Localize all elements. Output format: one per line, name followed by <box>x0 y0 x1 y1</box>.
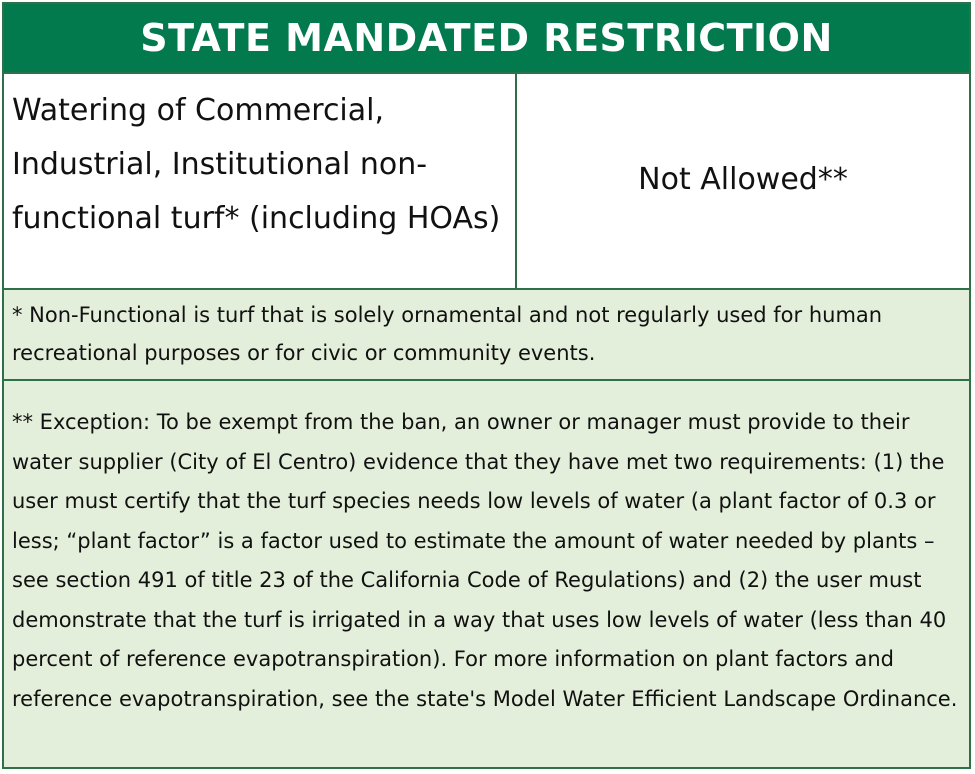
restriction-table <box>2 2 971 769</box>
restriction-status-label: Not Allowed** <box>638 161 848 197</box>
restriction-description: Watering of Commercial, Industrial, Institutional non-functional turf* (including HOAs) <box>4 74 517 288</box>
restriction-row <box>4 74 969 290</box>
footnote-definition: * Non-Functional is turf that is solely ornamental and not regularly used for human recreational purposes or for civic or community events. <box>4 290 969 381</box>
table-title: STATE MANDATED RESTRICTION <box>140 16 833 60</box>
table-header <box>4 4 969 74</box>
restriction-status <box>517 74 969 288</box>
footnote-exception: ** Exception: To be exempt from the ban, an owner or manager must provide to their water supplier (City of El Centro) evidence that they have met two requirements: (1) the user must certify that the turf species needs low levels of water (a plant factor of 0.3 or less; “plant factor” is a factor used to estimate the amount of water needed by plants – see section 491 of title 23 of the California Code of Regulations) and (2) the user must demonstrate that the turf is irrigated in a way that uses low levels of water (less than 40 percent of reference evapotranspiration). For more information on plant factors and reference evapotranspiration, see the state's Model Water Efficient Landscape Ordinance. <box>4 381 969 767</box>
